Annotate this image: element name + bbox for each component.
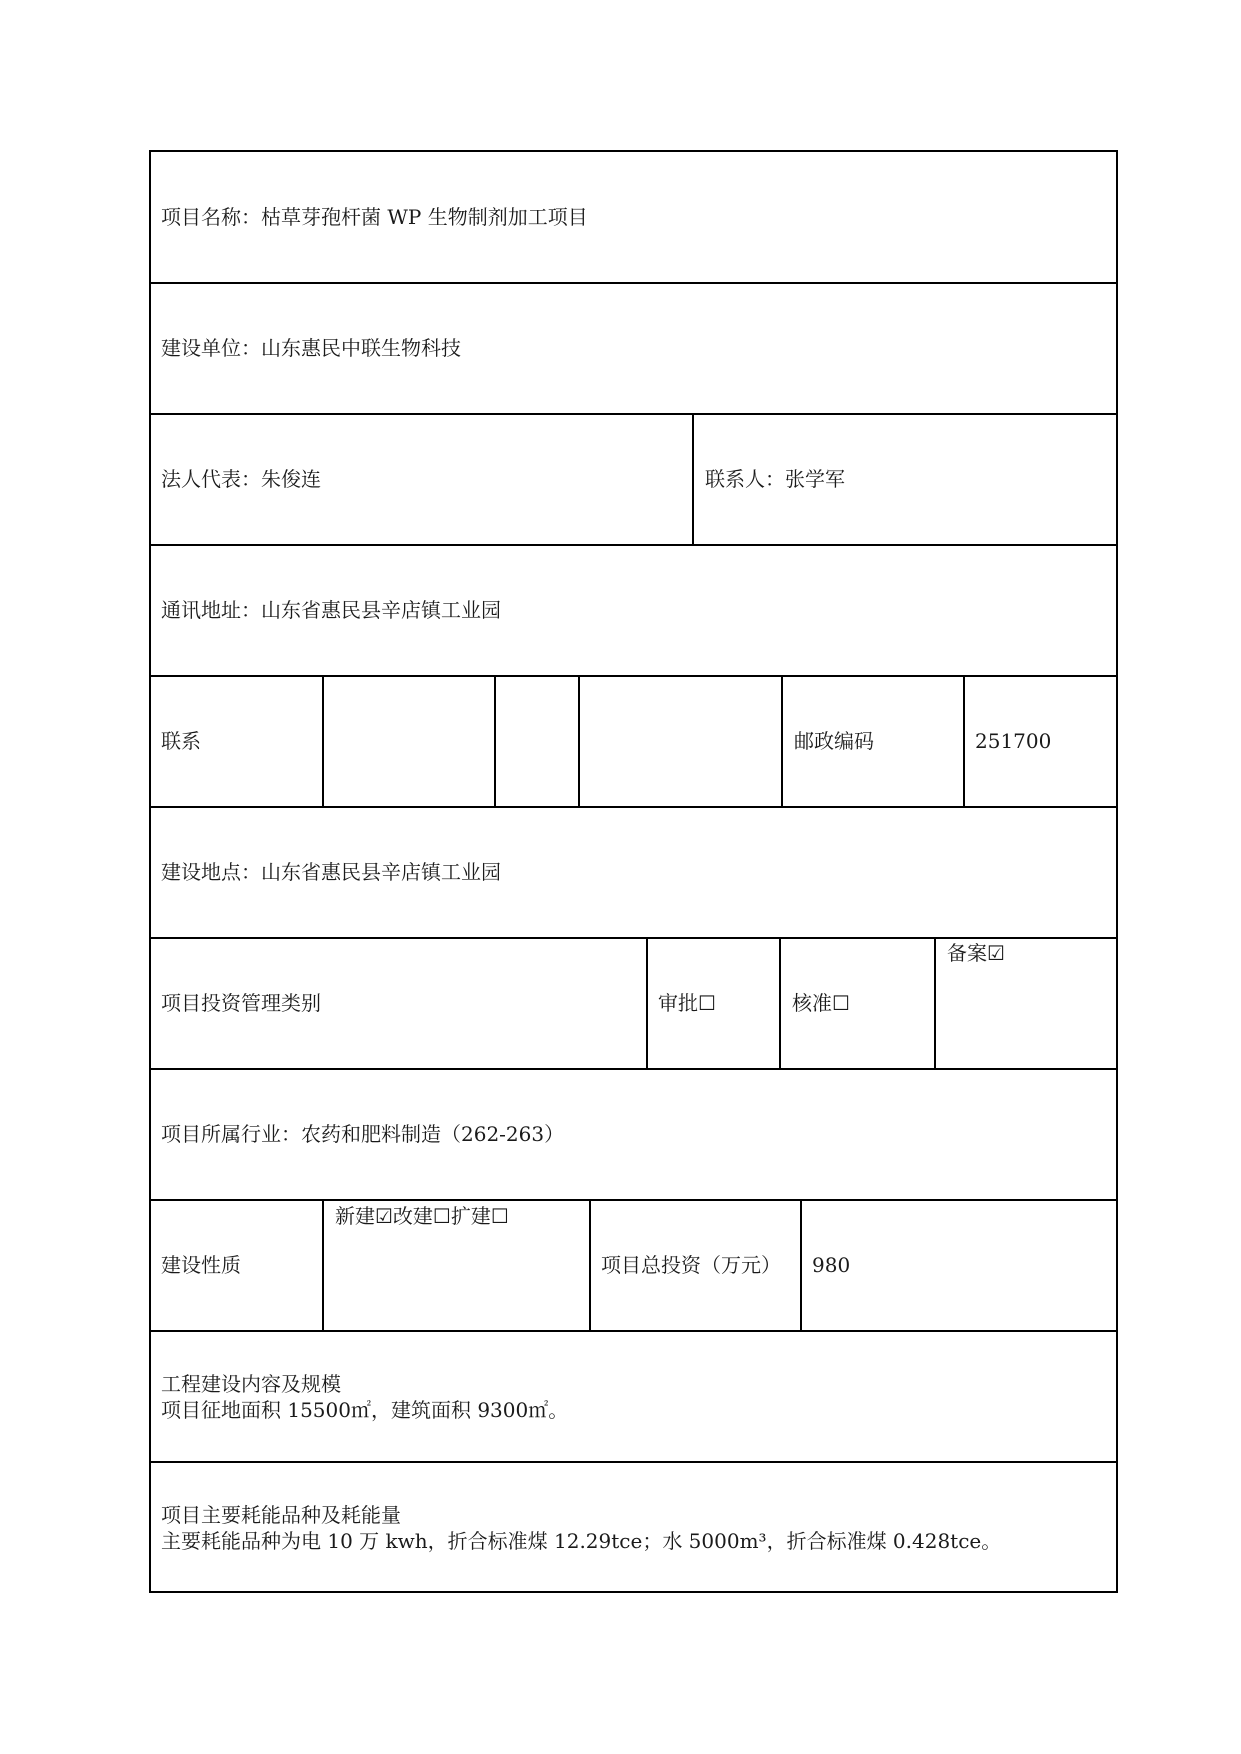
col-divider [589,1199,591,1330]
postcode-label: 邮政编码 [794,729,874,753]
site-label: 建设地点： [161,860,261,884]
invest-value-cell [812,1200,850,1330]
col-divider [322,1199,324,1330]
row-divider [151,1461,1116,1463]
contact-person-cell [705,414,845,544]
energy-cell [161,1502,1001,1554]
verify-checkbox[interactable]: 核准☐ [792,991,850,1015]
project-info-form [149,150,1118,1593]
contact-label: 联系 [161,729,201,753]
address-cell [161,545,501,675]
postcode-value-cell [975,676,1051,806]
category-label-cell [161,938,321,1068]
record-checkbox-cell [947,940,1005,966]
builder-value: 山东惠民中联生物科技 [261,336,461,360]
approve-checkbox-cell [658,938,716,1068]
nature-label-cell [161,1200,241,1330]
contact-person-label: 联系人： [705,467,785,491]
col-divider [646,937,648,1068]
scale-text: 项目征地面积 15500㎡，建筑面积 9300㎡。 [161,1398,569,1422]
verify-checkbox-cell [792,938,850,1068]
col-divider [578,675,580,806]
postcode-value: 251700 [975,729,1052,753]
category-label: 项目投资管理类别 [161,991,321,1015]
builder-label: 建设单位： [161,336,261,360]
row-divider [151,675,1116,677]
col-divider [781,675,783,806]
nature-options-cell [335,1203,509,1229]
col-divider [692,413,694,544]
nature-label: 建设性质 [161,1253,241,1277]
legal-rep-value: 朱俊连 [261,467,321,491]
col-divider [779,937,781,1068]
col-divider [322,675,324,806]
row-divider [151,1330,1116,1332]
contact-label-cell [161,676,201,806]
approve-checkbox[interactable]: 审批☐ [658,991,716,1015]
site-cell [161,807,501,937]
scale-cell [161,1371,568,1423]
col-divider [963,675,965,806]
energy-heading: 项目主要耗能品种及耗能量 [161,1503,401,1527]
nature-options[interactable]: 新建☑改建☐扩建☐ [335,1204,509,1228]
industry-label: 项目所属行业： [161,1122,301,1146]
site-value: 山东省惠民县辛店镇工业园 [261,860,501,884]
builder-cell [161,283,461,413]
invest-label: 项目总投资（万元） [601,1253,781,1277]
postcode-label-cell [794,676,874,806]
industry-value: 农药和肥料制造（262-263） [301,1122,565,1146]
scale-heading: 工程建设内容及规模 [161,1372,341,1396]
address-value: 山东省惠民县辛店镇工业园 [261,598,501,622]
industry-cell [161,1069,564,1199]
energy-text: 主要耗能品种为电 10 万 kwh，折合标准煤 12.29tce；水 5000m³，折合标准煤 0.428tce。 [161,1529,1002,1553]
project-name-cell [161,152,588,282]
invest-value: 980 [812,1253,851,1277]
legal-rep-cell [161,414,321,544]
col-divider [934,937,936,1068]
contact-person-value: 张学军 [785,467,845,491]
col-divider [800,1199,802,1330]
invest-label-cell [601,1200,781,1330]
address-label: 通讯地址： [161,598,261,622]
legal-rep-label: 法人代表： [161,467,261,491]
project-name-value: 枯草芽孢杆菌 WP 生物制剂加工项目 [261,205,588,229]
project-name-label: 项目名称： [161,205,261,229]
record-checkbox[interactable]: 备案☑ [947,941,1005,965]
col-divider [494,675,496,806]
